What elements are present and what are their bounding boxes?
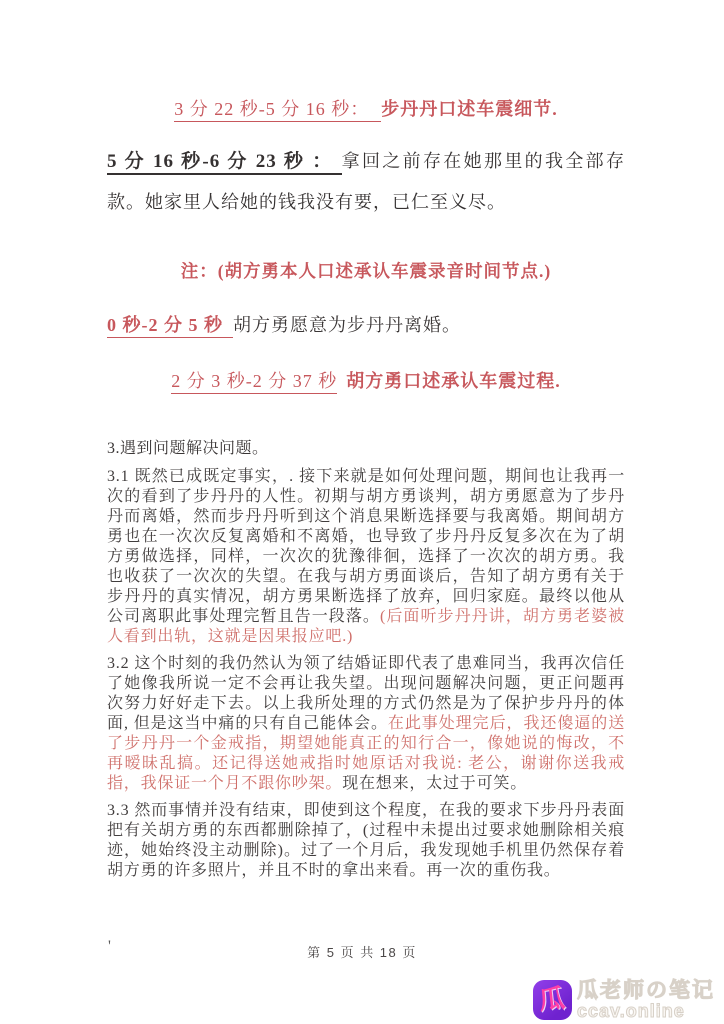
paragraph-3-2-black-end: 现在想来，太过于可笑。 bbox=[342, 775, 528, 792]
paragraph-3-2-black-start: 3.2 这个时刻的我仍然认为领了结婚证即代表了患难同当，我再次信任了她像我所说一定不会再让我失望。出现问题解决问题，更正问题再次努力好好走下去。以上我所处理的方式仍然是为了保护步丹丹的体面, 但是这当中痛的只有自己能体会。 bbox=[107, 655, 625, 732]
watermark-site: ccav.online bbox=[577, 1001, 685, 1021]
stray-mark: ' bbox=[108, 938, 111, 955]
heading-recording-details-text: 步丹丹口述车震细节. bbox=[381, 99, 558, 119]
watermark-title: 瓜老师の笔记 bbox=[577, 979, 715, 1002]
paragraph-3-1-red: (后面听步丹丹讲，胡方勇老婆被人看到出轨，这就是因果报应吧.) bbox=[107, 608, 625, 645]
melon-glyph: 瓜 bbox=[537, 983, 567, 1016]
paragraph-3-1 bbox=[107, 467, 625, 647]
watermark-logo-icon bbox=[533, 980, 572, 1020]
note-line: 注：(胡方勇本人口述承认车震录音时间节点.) bbox=[180, 261, 552, 281]
watermark-text bbox=[577, 980, 715, 1020]
timestamp-range-2: 5 分 16 秒-6 分 23 秒 ： bbox=[107, 151, 342, 175]
paragraph-3-2 bbox=[107, 654, 625, 794]
timestamp-range-1: 3 分 22 秒-5 分 16 秒： bbox=[174, 99, 381, 122]
page-number-indicator: 第 5 页 共 18 页 bbox=[307, 945, 417, 960]
watermark bbox=[533, 980, 715, 1020]
heading-recording-details bbox=[107, 97, 625, 121]
timestamp-range-3: 0 秒-2 分 5 秒 bbox=[107, 315, 233, 338]
line-admit-process bbox=[107, 367, 625, 393]
line-divorce-willing bbox=[107, 311, 625, 337]
paragraph-3-1-black: 3.1 既然已成既定事实，. 接下来就是如何处理问题，期间也让我再一次的看到了步丹丹的人性。初期与胡方勇谈判，胡方勇愿意为了步丹丹而离婚，然而步丹丹听到这个消息果断选择要与我离婚。期间胡方勇也在一次次反复离婚和不离婚，也导致了步丹丹反复多次在为了胡方勇做选择，同样，一次次的犹豫徘徊，选择了一次次的胡方勇。我也收获了一次次的失望。在我与胡方勇面谈后，告知了胡方勇有关于步丹丹的真实情况，胡方勇果断选择了放弃，回归家庭。最终以他从公司离职此事处理完暂且告一段落。 bbox=[107, 468, 625, 625]
document-content bbox=[107, 97, 625, 881]
paragraph-3-2-red: 在此事处理完后，我还傻逼的送了步丹丹一个金戒指，期望她能真正的知行合一，像她说的悔改，不再暧昧乱搞。还记得送她戒指时她原话对我说: 老公，谢谢你送我戒指，我保证一个月不跟你吵架。 bbox=[107, 715, 625, 792]
line-divorce-willing-text: 胡方勇愿意为步丹丹离婚。 bbox=[233, 315, 461, 335]
section-heading-3: 3.遇到问题解决问题。 bbox=[107, 440, 269, 457]
line-admit-process-text: 胡方勇口述承认车震过程. bbox=[346, 371, 561, 391]
paragraph-deposit-text: 拿回之前存在她那里的我全部存款。她家里人给她的钱我没有要，已仁至义尽。 bbox=[107, 151, 626, 212]
timestamp-range-4: 2 分 3 秒-2 分 37 秒 bbox=[171, 371, 337, 394]
paragraph-3-3: 3.3 然而事情并没有结束，即使到这个程度，在我的要求下步丹丹表面把有关胡方勇的东西都删除掉了，(过程中未提出过要求她删除相关痕迹，她始终没主动删除)。过了一个月后，我发现她手机里仍然保存着胡方勇的许多照片，并且不时的拿出来看。再一次的重伤我。 bbox=[107, 802, 625, 879]
paragraph-deposit bbox=[107, 141, 625, 222]
